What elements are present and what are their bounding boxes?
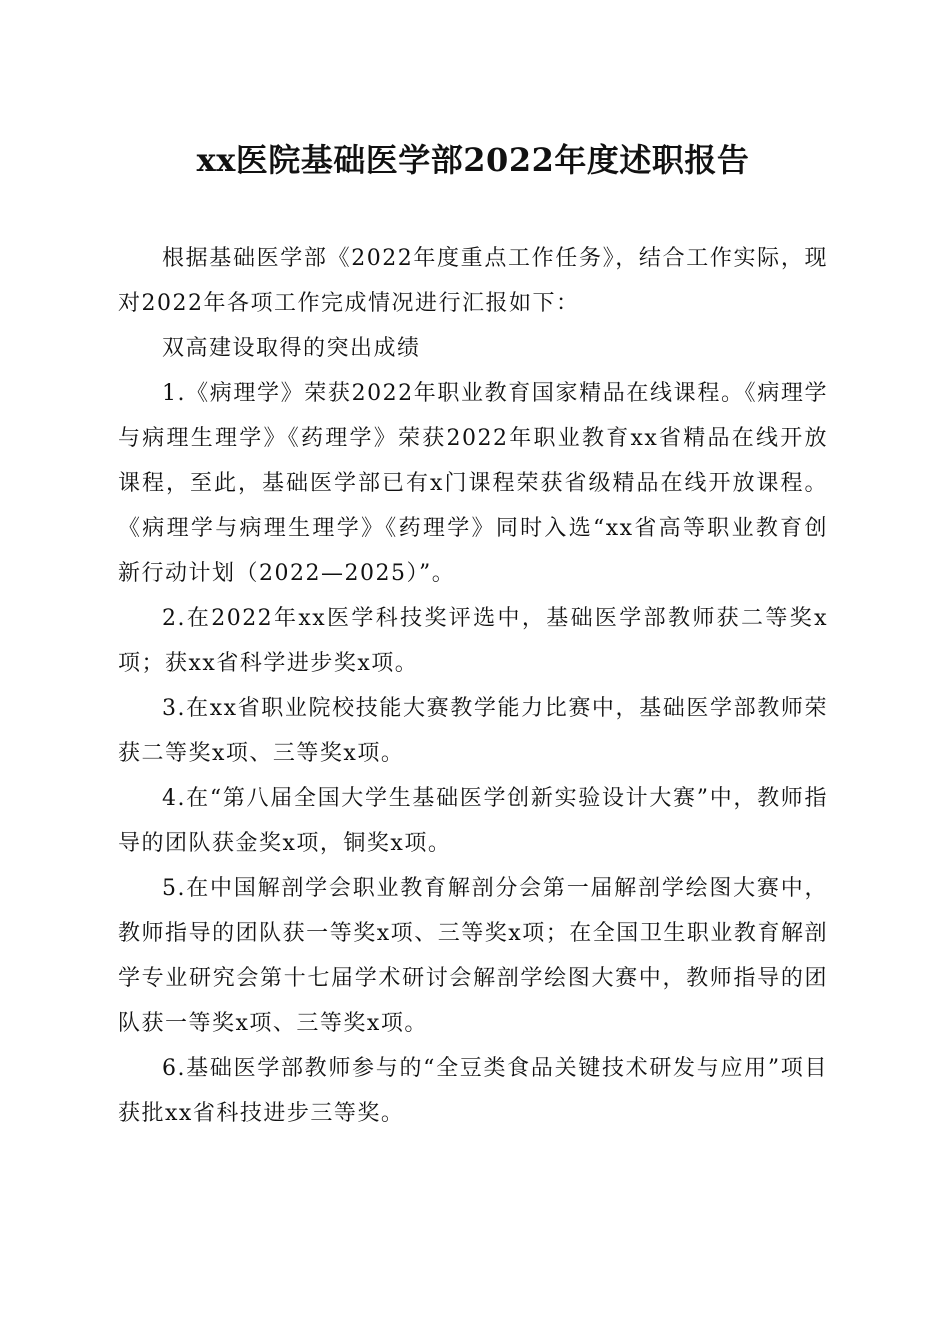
intro-paragraph: 根据基础医学部《2022年度重点工作任务》，结合工作实际，现对2022年各项工作完成情况进行汇报如下： — [118, 246, 828, 316]
achievement-item-5: 5.在中国解剖学会职业教育解剖分会第一届解剖学绘图大赛中，教师指导的团队获一等奖x项、三等奖x项；在全国卫生职业教育解剖学专业研究会第十七届学术研讨会解剖学绘图大赛中，教师指导的团队获一等奖x项、三等奖x项。 — [118, 876, 828, 1036]
achievement-item-2: 2.在2022年xx医学科技奖评选中，基础医学部教师获二等奖x项；获xx省科学进步奖x项。 — [118, 606, 828, 676]
achievement-item-1: 1.《病理学》荣获2022年职业教育国家精品在线课程。《病理学与病理生理学》《药理学》荣获2022年职业教育xx省精品在线开放课程，至此，基础医学部已有x门课程荣获省级精品在线开放课程。《病理学与病理生理学》《药理学》同时入选“xx省高等职业教育创新行动计划（2022—2025）”。 — [118, 381, 828, 586]
document-title: xx医院基础医学部2022年度述职报告 — [196, 141, 750, 179]
section-heading: 双高建设取得的突出成绩 — [162, 336, 421, 361]
achievement-item-3: 3.在xx省职业院校技能大赛教学能力比赛中，基础医学部教师荣获二等奖x项、三等奖x项。 — [118, 696, 828, 766]
achievement-item-4: 4.在“第八届全国大学生基础医学创新实验设计大赛”中，教师指导的团队获金奖x项，铜奖x项。 — [118, 786, 828, 856]
achievement-item-6: 6.基础医学部教师参与的“全豆类食品关键技术研发与应用”项目获批xx省科技进步三等奖。 — [118, 1056, 828, 1126]
